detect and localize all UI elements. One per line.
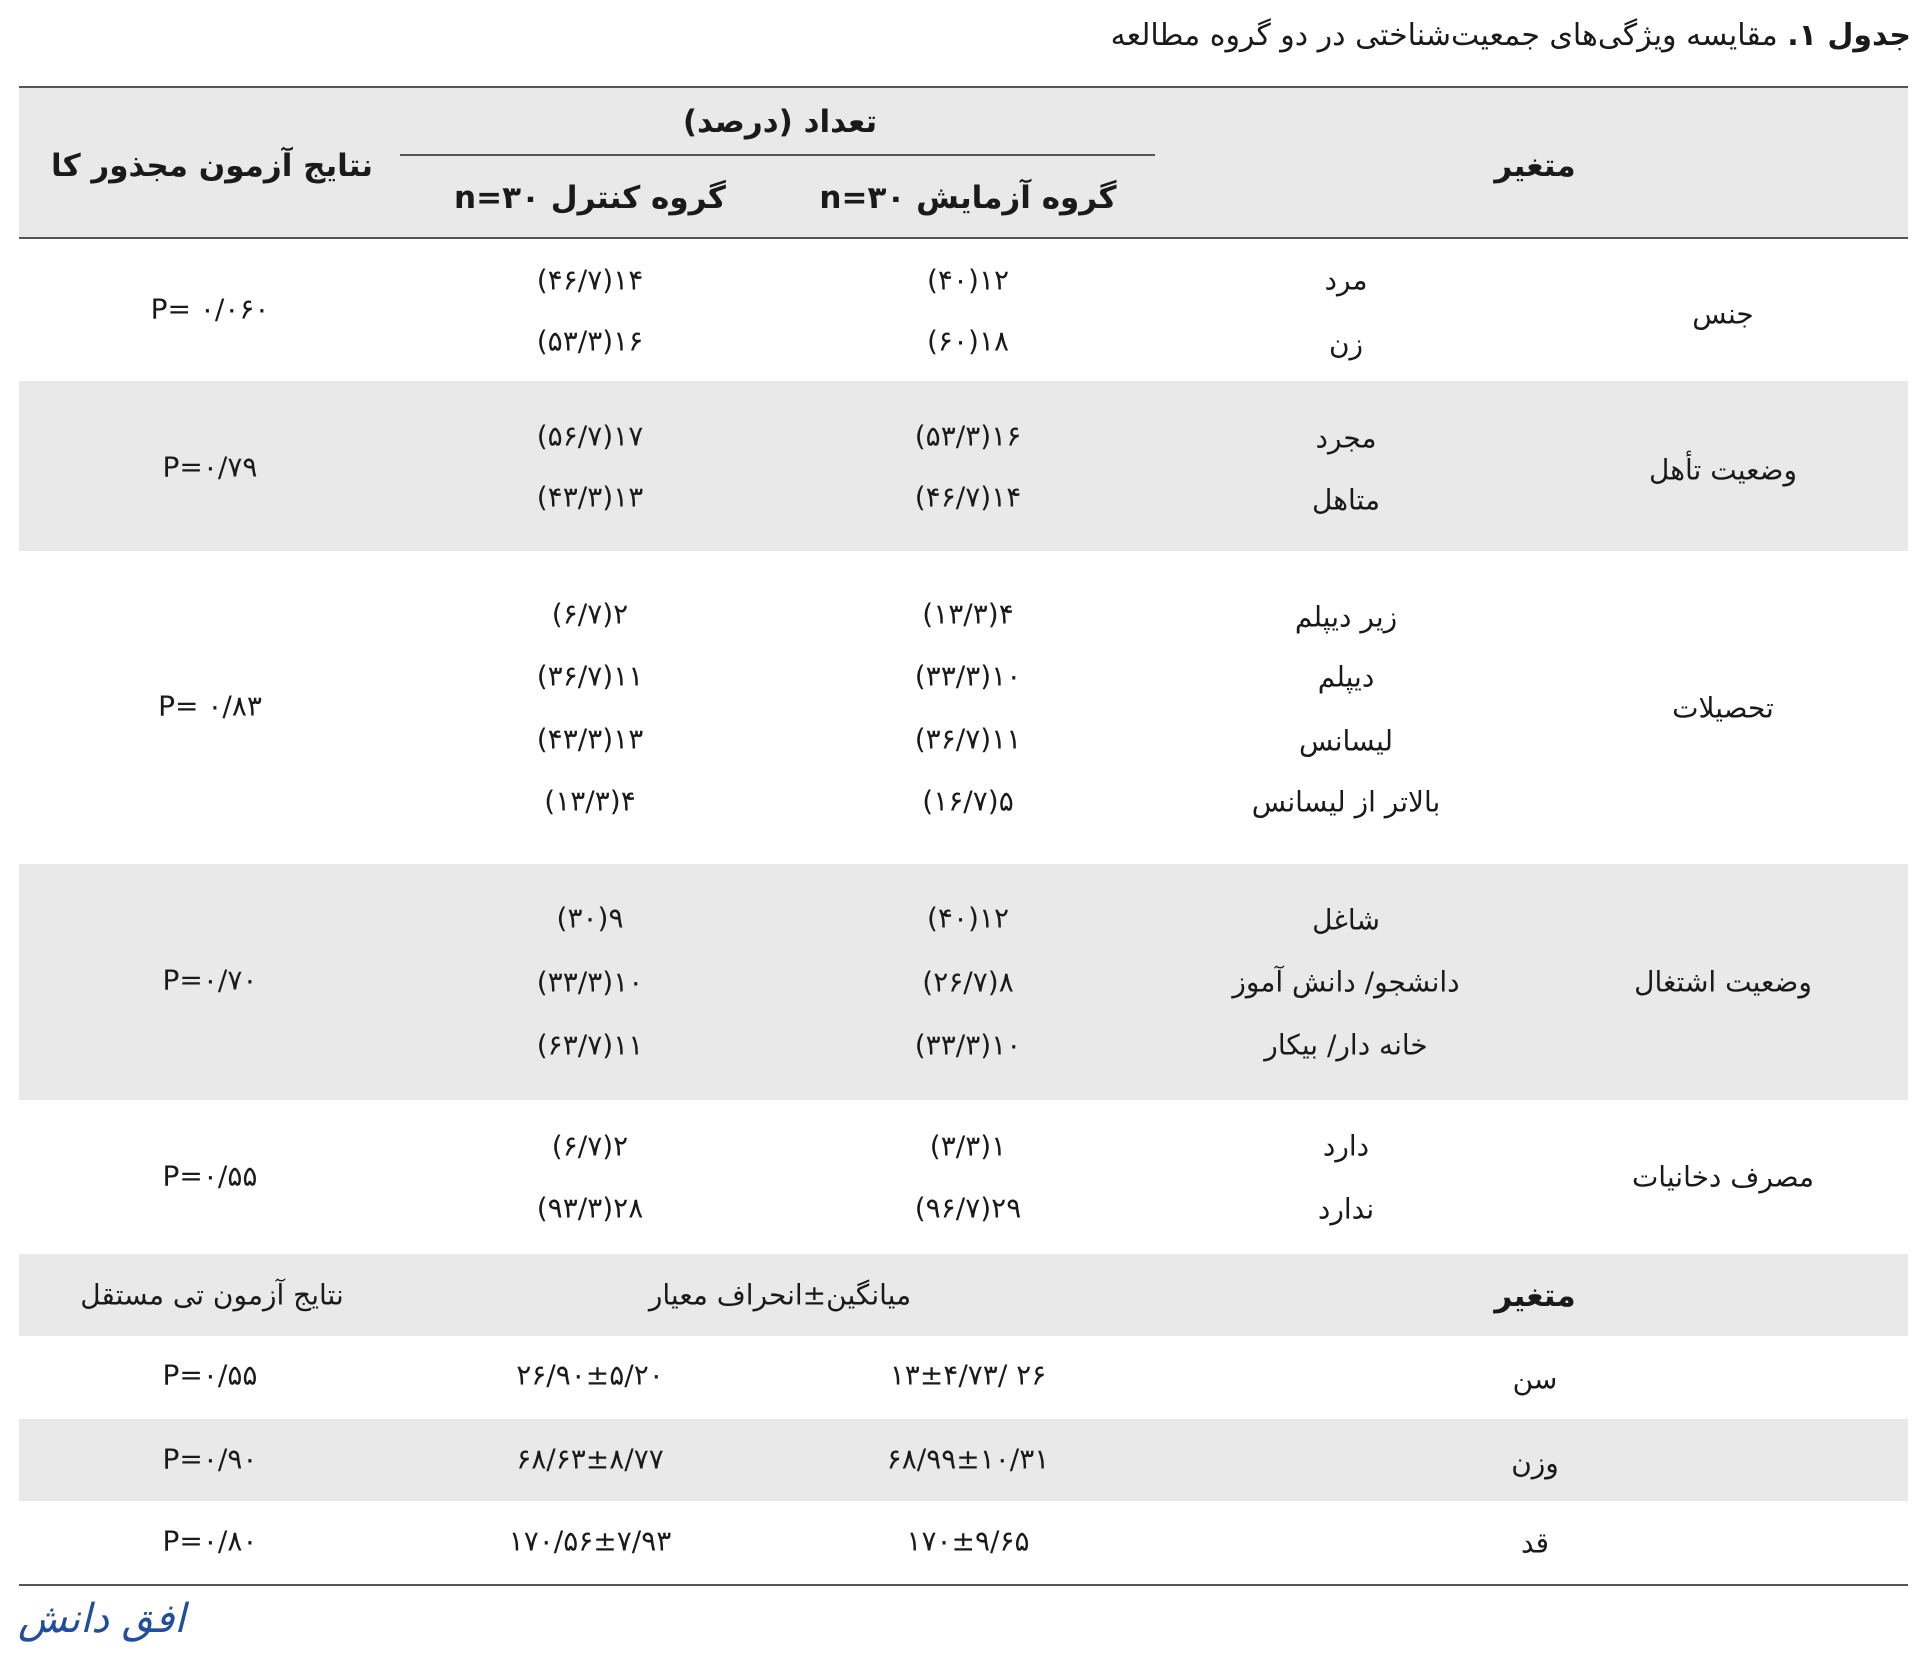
row-ctrl: ۱۱(۳۶/۷): [536, 659, 644, 693]
row-ctrl: ۱۳(۴۳/۳): [536, 480, 644, 514]
group-name: وضعیت تأهل: [1649, 453, 1797, 487]
row-exp: ۱(۳/۳): [929, 1129, 1007, 1163]
bottom-rule: [19, 1584, 1908, 1586]
row-ctrl: ۲۸(۹۳/۳): [536, 1191, 644, 1225]
row-label: متاهل: [1312, 483, 1380, 517]
header2-mean-sd: میانگین±انحراف معیار: [648, 1278, 912, 1312]
numeric-ctrl: ۲۶/۹۰±۵/۲۰: [516, 1358, 664, 1392]
row-exp: ۱۰(۳۳/۳): [914, 659, 1022, 693]
group-p-value: P= ۰/۰۶۰: [150, 292, 270, 326]
row-ctrl: ۱۳(۴۳/۳): [536, 722, 644, 756]
numeric-label: قد: [1520, 1526, 1550, 1560]
group-p-value: P=۰/۷۰: [162, 963, 258, 997]
table-caption: [1111, 18, 1911, 53]
row-label: زیر دیپلم: [1294, 600, 1398, 634]
row-exp: ۱۶(۵۳/۳): [914, 419, 1022, 453]
row-exp: ۱۸(۶۰): [926, 324, 1010, 358]
numeric-p: P=۰/۸۰: [162, 1524, 258, 1558]
group-name: جنس: [1692, 297, 1754, 331]
header-exp-group: گروه آزمایش ۳۰=n: [819, 180, 1117, 216]
group-p-value: P= ۰/۸۳: [158, 689, 262, 723]
row-ctrl: ۹(۳۰): [556, 901, 624, 935]
group-name: وضعیت اشتغال: [1634, 965, 1812, 999]
header-chi-square: نتایج آزمون مجذور کا: [50, 148, 374, 184]
numeric-exp: ۱۷۰±۹/۶۵: [906, 1524, 1030, 1558]
row-exp: ۱۱(۳۶/۷): [914, 722, 1022, 756]
caption-text: مقایسه ویژگی‌های جمعیت‌شناختی در دو گروه مطالعه: [1110, 18, 1778, 53]
numeric-label: وزن: [1511, 1446, 1559, 1480]
row-label: خانه دار/ بیکار: [1264, 1028, 1428, 1062]
row-exp: ۱۲(۴۰): [926, 263, 1010, 297]
row-exp: ۴(۱۳/۳): [922, 597, 1014, 631]
caption-label: جدول ۱.: [1787, 18, 1911, 53]
row-label: شاغل: [1312, 903, 1380, 937]
numeric-p: P=۰/۵۵: [162, 1358, 258, 1392]
numeric-exp: ۲۶ /۱۳±۴/۷۳: [889, 1358, 1047, 1392]
header2-variable: متغیر: [1494, 1278, 1576, 1314]
row-label: مجرد: [1315, 421, 1377, 455]
row-label: دانشجو/ دانش آموز: [1232, 965, 1460, 999]
row-label: ندارد: [1317, 1192, 1375, 1226]
numeric-exp: ۶۸/۹۹±۱۰/۳۱: [886, 1442, 1050, 1476]
header2-t-test: نتایج آزمون تی مستقل: [80, 1278, 344, 1312]
row-ctrl: ۴(۱۳/۳): [544, 784, 636, 818]
top-rule: [19, 86, 1908, 88]
row-ctrl: ۱۰(۳۳/۳): [536, 965, 644, 999]
row-label: دارد: [1322, 1129, 1370, 1163]
row-exp: ۲۹(۹۶/۷): [914, 1191, 1022, 1225]
journal-logo: افق دانش: [18, 1596, 186, 1642]
group-name: تحصیلات: [1672, 691, 1774, 725]
row-exp: ۱۰(۳۳/۳): [914, 1028, 1022, 1062]
numeric-label: سن: [1512, 1362, 1558, 1396]
header-variable: متغیر: [1494, 148, 1576, 184]
row-ctrl: ۱۱(۶۳/۷): [536, 1028, 644, 1062]
numeric-p: P=۰/۹۰: [162, 1442, 258, 1476]
row-exp: ۱۲(۴۰): [926, 901, 1010, 935]
numeric-ctrl: ۱۷۰/۵۶±۷/۹۳: [508, 1524, 672, 1558]
row-ctrl: ۲(۶/۷): [551, 1129, 629, 1163]
group-p-value: P=۰/۵۵: [162, 1159, 258, 1193]
header-subrule: [400, 154, 1155, 156]
row-ctrl: ۲(۶/۷): [551, 597, 629, 631]
row-label: دیپلم: [1317, 660, 1375, 694]
row-label: مرد: [1324, 263, 1368, 297]
row-label: بالاتر از لیسانس: [1251, 785, 1441, 819]
header-ctrl-group: گروه کنترل ۳۰=n: [454, 180, 726, 216]
row-ctrl: ۱۶(۵۳/۳): [536, 324, 644, 358]
group-p-value: P=۰/۷۹: [162, 450, 258, 484]
row-exp: ۱۴(۴۶/۷): [914, 480, 1022, 514]
band-marital: [19, 381, 1908, 551]
group-name: مصرف دخانیات: [1631, 1160, 1815, 1194]
row-label: لیسانس: [1299, 724, 1393, 758]
row-label: زن: [1328, 327, 1364, 361]
numeric-ctrl: ۶۸/۶۳±۸/۷۷: [516, 1442, 664, 1476]
row-ctrl: ۱۴(۴۶/۷): [536, 263, 644, 297]
header-count-percent: تعداد (درصد): [682, 104, 878, 140]
header-rule: [19, 237, 1908, 239]
row-ctrl: ۱۷(۵۶/۷): [536, 419, 644, 453]
row-exp: ۵(۱۶/۷): [922, 784, 1014, 818]
row-exp: ۸(۲۶/۷): [922, 965, 1014, 999]
